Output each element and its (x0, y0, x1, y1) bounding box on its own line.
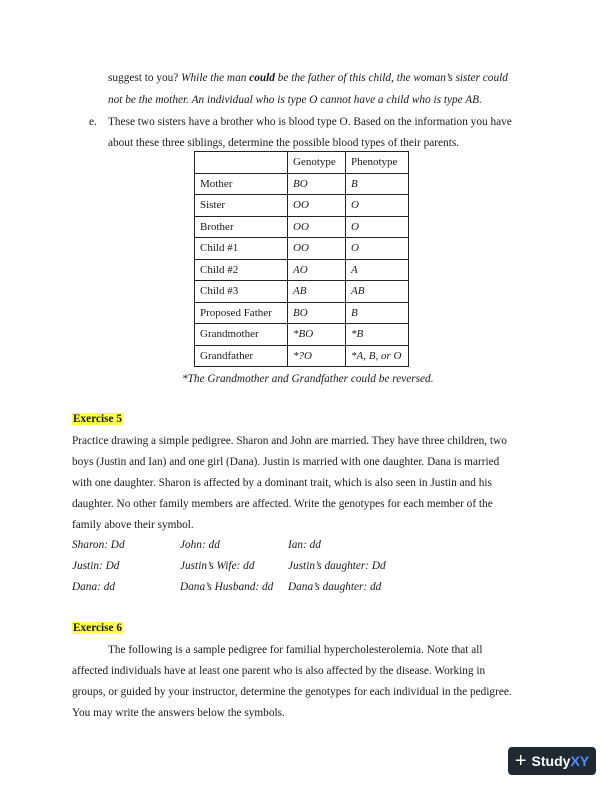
table-row (195, 345, 409, 367)
table-cell-genotype: BO (288, 302, 346, 324)
table-cell-person: Brother (195, 216, 288, 238)
exercise-5-line: family above their symbol. (72, 519, 194, 531)
table-header-cell: Genotype (288, 152, 346, 174)
part-d-line-1 (108, 71, 508, 85)
table-cell-phenotype: B (346, 173, 409, 195)
part-d-answer-bold: could (249, 72, 275, 84)
table-cell-genotype: *?O (288, 345, 346, 367)
table-cell-phenotype: O (346, 238, 409, 260)
table-cell-phenotype: *B (346, 324, 409, 346)
table-cell-person: Grandmother (195, 324, 288, 346)
genotype-ian: Ian: dd (288, 539, 321, 551)
part-d-line-2: not be the mother. An individual who is type O cannot have a child who is type AB. (108, 94, 482, 106)
exercise-5-heading-wrap (72, 412, 123, 426)
table-cell-person: Child #1 (195, 238, 288, 260)
genotype-danas-husband: Dana’s Husband: dd (180, 581, 274, 593)
table-cell-person: Sister (195, 195, 288, 217)
table-cell-genotype: OO (288, 216, 346, 238)
part-e-line-2: about these three siblings, determine the possible blood types of their parents. (108, 137, 460, 149)
exercise-6-line: groups, or guided by your instructor, determine the genotypes for each individual in the pedigree. (72, 686, 512, 698)
exercise-5-line: daughter. No other family members are affected. Write the genotypes for each member of the (72, 498, 493, 510)
part-d-answer-b: be the father of this child, the woman’s sister could (274, 72, 508, 84)
table-cell-person: Proposed Father (195, 302, 288, 324)
table-row (195, 324, 409, 346)
table-cell-person: Grandfather (195, 345, 288, 367)
table-row (195, 195, 409, 217)
genotype-sharon: Sharon: Dd (72, 539, 125, 551)
exercise-5-line: with one daughter. Sharon is affected by a dominant trait, which is also seen in Justin and his (72, 477, 492, 489)
genotype-justins-wife: Justin’s Wife: dd (180, 560, 255, 572)
logo-text-xy: XY (570, 753, 590, 769)
table-cell-genotype: OO (288, 195, 346, 217)
table-row (195, 259, 409, 281)
table-cell-phenotype: B (346, 302, 409, 324)
table-cell-genotype: OO (288, 238, 346, 260)
genotype-dana: Dana: dd (72, 581, 115, 593)
table-cell-genotype: AB (288, 281, 346, 303)
table-footnote: *The Grandmother and Grandfather could be reversed. (182, 373, 434, 385)
table-header-row (195, 152, 409, 174)
part-e-marker: e. (89, 116, 97, 128)
exercise-6-line: affected individuals have at least one parent who is also affected by the disease. Working in (72, 665, 486, 677)
table-header-cell (195, 152, 288, 174)
table-cell-phenotype: *A, B, or O (346, 345, 409, 367)
exercise-5-line: boys (Justin and Ian) and one girl (Dana). Justin is married with one daughter. Dana is married (72, 456, 500, 468)
exercise-6-heading: Exercise 6 (73, 622, 123, 634)
table-cell-person: Mother (195, 173, 288, 195)
table-cell-phenotype: AB (346, 281, 409, 303)
table-cell-person: Child #3 (195, 281, 288, 303)
table-row (195, 302, 409, 324)
table-cell-phenotype: A (346, 259, 409, 281)
exercise-6-line: You may write the answers below the symbols. (72, 707, 285, 719)
table-cell-person: Child #2 (195, 259, 288, 281)
table-header-cell: Phenotype (346, 152, 409, 174)
exercise-6-heading-wrap (72, 621, 123, 635)
table-row (195, 216, 409, 238)
genotype-john: John: dd (180, 539, 220, 551)
part-e-line-1: These two sisters have a brother who is blood type O. Based on the information you have (108, 116, 512, 128)
part-d-answer-a: While the man (181, 72, 250, 84)
exercise-5-line: Practice drawing a simple pedigree. Sharon and John are married. They have three children, two (72, 435, 507, 447)
table-row (195, 173, 409, 195)
table-row (195, 238, 409, 260)
table-cell-phenotype: O (346, 195, 409, 217)
logo-text-study: Study (531, 753, 571, 769)
studyxy-logo[interactable] (508, 747, 596, 775)
table-cell-genotype: *BO (288, 324, 346, 346)
exercise-6-line: The following is a sample pedigree for familial hypercholesterolemia. Note that all (108, 644, 483, 656)
table-cell-phenotype: O (346, 216, 409, 238)
table-row (195, 281, 409, 303)
genotype-justin: Justin: Dd (72, 560, 120, 572)
blood-type-table (194, 151, 409, 367)
part-d-question-tail: suggest to you? (108, 72, 182, 84)
table-cell-genotype: AO (288, 259, 346, 281)
exercise-5-heading: Exercise 5 (73, 413, 123, 425)
genotype-justins-daughter: Justin’s daughter: Dd (288, 560, 386, 572)
plus-icon: + (514, 750, 527, 772)
table-cell-genotype: BO (288, 173, 346, 195)
genotype-danas-daughter: Dana’s daughter: dd (288, 581, 382, 593)
